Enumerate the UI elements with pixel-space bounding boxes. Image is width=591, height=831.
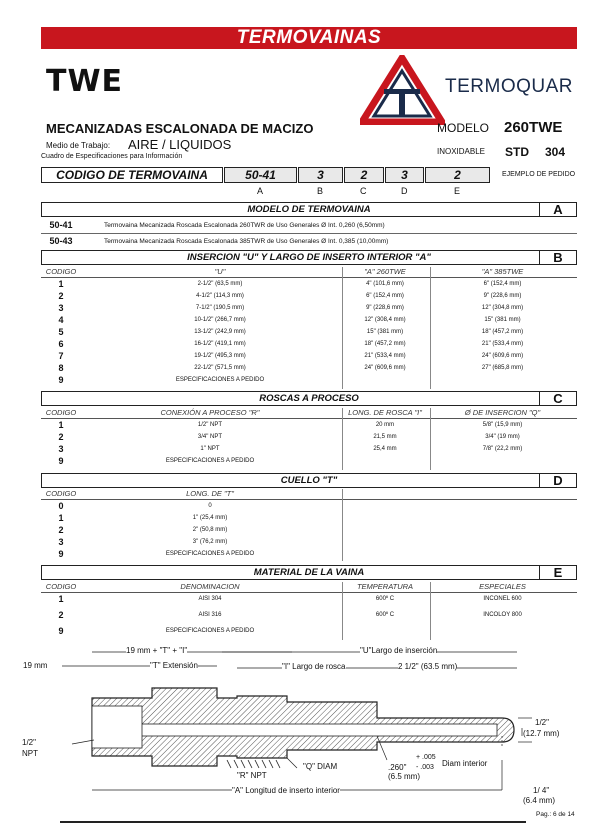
section_c-row-code: 2 <box>58 432 64 442</box>
npt-left-b: NPT <box>22 749 38 758</box>
section_b-row-cell: 7-1/2" (190,5 mm) <box>195 305 245 311</box>
order-code-c: 2 <box>344 167 384 183</box>
section_c-col-header: Ø DE INSERCION "Q" <box>464 408 541 417</box>
column-divider <box>342 267 343 389</box>
section_e-col-header: CODIGO <box>45 582 77 591</box>
divider <box>41 233 577 234</box>
section_b-row-cell: 15" (381 mm) <box>366 329 404 335</box>
section_b-row-cell: 6" (152,4 mm) <box>366 293 404 299</box>
dim-top: 19 mm + "T" + "I" <box>126 646 188 655</box>
section_d-row-cell: 0 <box>208 503 212 509</box>
order-code-e: 2 <box>425 167 490 183</box>
dim-half: 1/2" <box>535 718 549 727</box>
section_d-row-code: 9 <box>58 549 64 559</box>
section_c-row-cell: 3/4" NPT <box>197 434 223 440</box>
column-divider <box>342 489 343 561</box>
section-b-header <box>41 250 577 265</box>
letter-c: C <box>360 186 367 196</box>
section_b-row-code: 5 <box>58 327 64 337</box>
section_b-row-cell: 15" (381 mm) <box>484 317 521 323</box>
section_d-col-header: CODIGO <box>45 489 77 498</box>
r-npt: "R" NPT <box>237 771 267 780</box>
section-c-header <box>41 391 577 406</box>
section_b-row-cell: 24" (609,6 mm) <box>481 353 524 359</box>
section_c-row-cell: 7/8" (22,2 mm) <box>482 446 523 452</box>
dim-t-ext: "T" Extensión <box>150 661 198 670</box>
section_e-row-code: 9 <box>58 626 64 636</box>
section_e-col-header: ESPECIALES <box>479 582 526 591</box>
modelo-value: 260TWE <box>504 119 563 136</box>
section_c-row-cell: 5/8" (15,9 mm) <box>482 422 523 428</box>
section_d-row-cell: 3" (76,2 mm) <box>192 539 228 545</box>
tol-minus: - .003 <box>416 764 434 771</box>
section-b-letter: B <box>539 250 577 265</box>
section_c-row-cell: 1/2" NPT <box>197 422 223 428</box>
section-a-text: Termovaina Mecanizada Roscada Escalonada 385TWR de Uso Generales Ø Int. 0,385 (10,00mm) <box>104 238 389 245</box>
section_c-row-code: 1 <box>58 420 64 430</box>
section_d-row-code: 1 <box>58 513 64 523</box>
column-divider <box>342 582 343 640</box>
subtitle: MECANIZADAS ESCALONADA DE MACIZO <box>46 121 314 136</box>
section_d-row-cell: 2" (50,8 mm) <box>192 527 228 533</box>
dim-u: "U"Largo de inserción <box>360 646 438 655</box>
section_e-row-cell: AISI 304 <box>198 596 222 602</box>
dim-half-mm: (12.7 mm) <box>523 729 560 738</box>
section_e-row-cell: ESPECIFICACIONES A PEDIDO <box>165 628 255 634</box>
product-code: TWE <box>46 64 124 99</box>
section_d-row-cell: 1" (25,4 mm) <box>192 515 228 521</box>
a-length: "A" Longitud de inserto interior <box>232 786 340 795</box>
section-c-title: ROSCAS A PROCESO <box>259 393 359 404</box>
cuadro-text: Cuadro de Especificaciones para Información <box>41 153 183 160</box>
section-e-header <box>41 565 577 580</box>
column-divider <box>430 582 431 640</box>
inox-label: INOXIDABLE <box>437 147 486 156</box>
section_d-row-code: 2 <box>58 525 64 535</box>
section_b-row-cell: 4" (101,6 mm) <box>366 281 404 287</box>
letter-b: B <box>317 186 324 196</box>
section-a-text: Termovaina Mecanizada Roscada Escalonada 260TWR de Uso Generales Ø Int. 0,260 (6,50mm) <box>104 222 385 229</box>
section_b-row-code: 9 <box>58 375 64 385</box>
section_c-row-cell: 1" NPT <box>200 446 220 452</box>
section_e-col-header: TEMPERATURA <box>356 582 414 591</box>
order-example-note: EJEMPLO DE PEDIDO <box>502 171 576 178</box>
section_c-row-cell: 3/4" (19 mm) <box>485 434 520 440</box>
column-divider <box>430 267 431 389</box>
section-a-code: 50-43 <box>49 236 73 246</box>
section_b-row-cell: 21" (533,4 mm) <box>481 341 524 347</box>
section-a-letter: A <box>539 202 577 217</box>
medio-value: AIRE / LIQUIDOS <box>128 137 232 152</box>
section_c-row-cell: 25,4 mm <box>373 446 397 452</box>
section_e-row-cell: 600º C <box>375 612 395 618</box>
section_c-col-header: CODIGO <box>45 408 77 417</box>
section_b-row-cell: 27" (685,8 mm) <box>481 365 524 371</box>
order-code-a: 50-41 <box>224 167 297 183</box>
section_b-row-code: 2 <box>58 291 64 301</box>
section_b-col-header: "A" 385TWE <box>481 267 524 276</box>
tol-plus: + .005 <box>416 754 436 761</box>
section_b-row-code: 4 <box>58 315 64 325</box>
npt-left-a: 1/2" <box>22 738 36 747</box>
section-d-header <box>41 473 577 488</box>
section_b-row-cell: 9" (228,6 mm) <box>366 305 404 311</box>
section_d-row-cell: ESPECIFICACIONES A PEDIDO <box>165 551 255 557</box>
section_e-row-code: 2 <box>58 610 64 620</box>
section_c-row-cell: 20 mm <box>375 422 395 428</box>
section_d-row-code: 0 <box>58 501 64 511</box>
section_b-row-code: 7 <box>58 351 64 361</box>
section-d-title: CUELLO "T" <box>280 475 338 486</box>
page-banner: TERMOVAINAS <box>41 27 577 49</box>
dim-2-5: 2 1/2" (63.5 mm) <box>398 662 458 671</box>
section_e-row-code: 1 <box>58 594 64 604</box>
dim-260: .260" <box>388 763 407 772</box>
q-diam: "Q" DIAM <box>303 762 338 771</box>
letter-e: E <box>454 186 461 196</box>
section-a-header <box>41 202 577 217</box>
dim-65: (6.5 mm) <box>388 772 420 781</box>
dim-19: 19 mm <box>23 661 48 670</box>
footer-rule <box>60 821 526 823</box>
section-e-letter: E <box>539 565 577 580</box>
section_b-row-cell: 6" (152,4 mm) <box>483 281 522 287</box>
section_e-row-cell: INCONEL 600 <box>483 596 522 602</box>
order-code-b: 3 <box>298 167 343 183</box>
section_b-row-cell: 2-1/2" (63,5 mm) <box>197 281 243 287</box>
section_c-row-code: 9 <box>58 456 64 466</box>
section_c-col-header: CONEXIÓN A PROCESO "R" <box>160 408 260 417</box>
section-b-title: INSERCION "U" Y LARGO DE INSERTO INTERIOR "A" <box>187 252 431 263</box>
section_b-row-code: 8 <box>58 363 64 373</box>
section_b-row-code: 6 <box>58 339 64 349</box>
section_b-row-cell: 16-1/2" (419,1 mm) <box>194 341 246 347</box>
section_b-row-cell: 21" (533,4 mm) <box>364 353 406 359</box>
section_b-row-code: 3 <box>58 303 64 313</box>
section-c-letter: C <box>539 391 577 406</box>
section_b-row-cell: 18" (457,2 mm) <box>364 341 406 347</box>
section_b-row-cell: 4-1/2" (114,3 mm) <box>196 293 244 299</box>
section_b-row-cell: 22-1/2" (571,5 mm) <box>194 365 246 371</box>
termoquar-logo-icon <box>360 55 445 125</box>
section_c-row-cell: 21,5 mm <box>373 434 397 440</box>
letter-d: D <box>401 186 408 196</box>
section_e-row-cell: 600º C <box>375 596 395 602</box>
section-a-title: MODELO DE TERMOVAINA <box>247 204 371 215</box>
column-divider <box>342 408 343 470</box>
order-code-label: CODIGO DE TERMOVAINA <box>41 167 223 183</box>
section_c-row-code: 3 <box>58 444 64 454</box>
quarter: 1/ 4" <box>533 786 550 795</box>
diam-interior: Diam interior <box>442 759 488 768</box>
section_d-col-header: LONG. DE "T" <box>186 489 234 498</box>
section_b-row-code: 1 <box>58 279 64 289</box>
section_b-col-header: "U" <box>214 267 226 276</box>
section-a-code: 50-41 <box>49 220 73 230</box>
modelo-label: MODELO <box>437 121 490 135</box>
section_e-row-cell: INCOLOY 800 <box>483 612 522 618</box>
section_b-col-header: CODIGO <box>45 267 77 276</box>
section_e-row-cell: AISI 316 <box>198 612 222 618</box>
section_c-col-header: LONG. DE ROSCA "I" <box>348 408 422 417</box>
section-e-title: MATERIAL DE LA VAINA <box>253 567 365 578</box>
section_b-row-cell: 24" (609,6 mm) <box>364 365 406 371</box>
section_e-col-header: DENOMINACION <box>180 582 240 591</box>
section_b-row-cell: 9" (228,6 mm) <box>483 293 522 299</box>
brand-name: TERMOQUAR <box>445 76 573 97</box>
std-value: 304 <box>545 145 566 159</box>
section_c-row-cell: ESPECIFICACIONES A PEDIDO <box>165 458 255 464</box>
section_d-row-code: 3 <box>58 537 64 547</box>
dim-i-rosca: "I" Largo de rosca <box>282 662 346 671</box>
std-label: STD <box>505 145 529 159</box>
section_b-row-cell: 13-1/2" (242,9 mm) <box>194 329 246 335</box>
section_b-row-cell: 10-1/2" (266,7 mm) <box>194 317 246 323</box>
column-divider <box>430 408 431 470</box>
quarter-mm: (6.4 mm) <box>523 796 555 805</box>
order-code-d: 3 <box>385 167 424 183</box>
section_b-col-header: "A" 260TWE <box>364 267 406 276</box>
section_b-row-cell: 12" (308,4 mm) <box>364 317 406 323</box>
section_b-row-cell: ESPECIFICACIONES A PEDIDO <box>175 377 265 383</box>
letter-a: A <box>257 186 264 196</box>
section_b-row-cell: 12" (304,8 mm) <box>481 305 524 311</box>
medio-label: Medio de Trabajo: <box>46 141 111 150</box>
section-d-letter: D <box>539 473 577 488</box>
section_b-row-cell: 18" (457,2 mm) <box>481 329 524 335</box>
page-number: Pag.: 6 de 14 <box>536 811 575 818</box>
section_b-row-cell: 19-1/2" (495,3 mm) <box>194 353 246 359</box>
